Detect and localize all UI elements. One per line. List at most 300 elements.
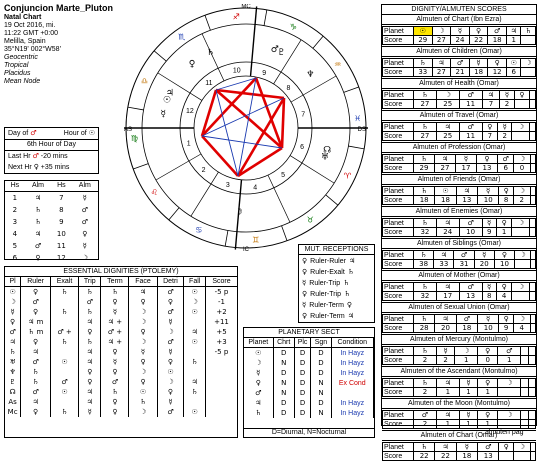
zodiac-divider xyxy=(205,15,210,30)
almuten-block-title: Almuten of Sexual Union (Omar) xyxy=(382,302,536,313)
day-hour-box xyxy=(4,127,99,174)
almuten-planet: ♃ xyxy=(436,123,459,132)
almuten-block-title: Almuten of Children (Omar) xyxy=(382,46,536,57)
dignity-cell: ♀ xyxy=(101,397,129,407)
dignity-cell: ♀ xyxy=(101,367,129,377)
chart-option: Geocentric xyxy=(4,54,38,61)
almuten-block-title: Almuten of Chart (Omar) xyxy=(382,430,536,441)
dignity-cell: ♀ xyxy=(157,357,184,367)
almuten-block-title: Almuten of Enemies (Omar) xyxy=(382,206,536,217)
almuten-score: 20 xyxy=(435,324,456,333)
almuten-block-table xyxy=(382,442,536,461)
dignity-planet: ☉ xyxy=(9,288,16,296)
almuten-planet: ♄ xyxy=(414,91,437,100)
house-number: 3 xyxy=(12,218,18,226)
almuten-row-label: Score xyxy=(383,356,414,365)
almuten-score xyxy=(521,356,528,365)
almuten-score: 32 xyxy=(414,228,437,237)
almuten-block-table xyxy=(382,186,536,205)
sect-row xyxy=(244,398,374,408)
almuten-planet: ♀ xyxy=(478,411,498,420)
almuten-planet: ☉ xyxy=(414,27,433,36)
hour-of-day: 6th Hour of Day xyxy=(5,140,98,151)
almuten-score: 1 xyxy=(436,420,459,429)
almuten-planet: ☽ xyxy=(512,123,530,132)
sect-row xyxy=(244,388,374,398)
house-col-header: Hs xyxy=(5,181,25,192)
almuten-score: 10 xyxy=(459,228,482,237)
almuten-planet: ☽ xyxy=(498,411,521,420)
almuten-score: 7 xyxy=(482,132,498,141)
sect-planet: ♀ xyxy=(244,378,273,388)
almuten-planet xyxy=(530,187,535,196)
almuten-score: 18 xyxy=(488,36,507,45)
almuten-planet-row xyxy=(383,347,536,356)
house-number: 6 xyxy=(12,254,18,262)
zodiac-sign-glyph: ♌ xyxy=(150,188,158,198)
reception-row xyxy=(302,300,371,311)
house-row xyxy=(5,192,98,205)
dignity-cell: ♃ + xyxy=(101,337,129,347)
almuten-score: 2 xyxy=(414,388,437,397)
house-almuten: ♃ xyxy=(34,230,42,238)
dignity-cell: ♂ xyxy=(157,287,184,298)
zodiac-sign-glyph: ♈ xyxy=(343,171,352,181)
chart-coords: 35°N19' 002°W58' xyxy=(4,46,61,53)
house-almuten: ♂ xyxy=(81,206,88,214)
almuten-planet: ♃ xyxy=(436,411,459,420)
reception-planet-a: ♀ xyxy=(302,268,308,276)
reception-type: Ruler-Trip xyxy=(309,280,341,287)
almuten-score: 25 xyxy=(436,132,459,141)
zodiac-divider xyxy=(154,51,166,61)
almuten-planet-row xyxy=(383,123,536,132)
sect-col-header: Planet xyxy=(244,338,273,348)
almuten-block-table xyxy=(382,218,536,237)
almuten-planet: ♃ xyxy=(435,443,456,452)
dignity-cell: ♄ xyxy=(184,357,206,367)
dignity-planet: ♇ xyxy=(9,378,16,386)
almuten-planet: ♀ xyxy=(499,315,514,324)
aspect-line-hard xyxy=(216,90,284,98)
sect-cell: N xyxy=(273,358,294,368)
almuten-block-table xyxy=(382,346,536,365)
dignity-cell: ♃ xyxy=(184,377,206,387)
almuten-score xyxy=(521,36,536,45)
wheel-house-ring xyxy=(180,59,315,194)
almuten-score xyxy=(528,420,535,429)
almuten-planet: ☿ xyxy=(482,219,496,228)
chart-option: Mean Node xyxy=(4,78,41,85)
almuten-planet: ☽ xyxy=(512,283,530,292)
zodiac-divider xyxy=(133,164,148,169)
dignity-cell: ☉ xyxy=(129,387,157,397)
almuten-score: 0 xyxy=(478,356,498,365)
dignity-cell: ♀ xyxy=(101,297,129,307)
zodiac-sign-glyph: ♑ xyxy=(289,22,297,32)
dignity-row xyxy=(5,307,237,317)
almuten-planet: ♀ xyxy=(499,443,514,452)
almuten-score: 22 xyxy=(469,36,488,45)
house-number-label: 1 xyxy=(186,140,191,148)
sect-col-header: Chrt xyxy=(273,338,294,348)
almuten-block-table xyxy=(382,314,536,333)
almuten-score: 18 xyxy=(456,452,477,461)
dignity-cell: ♀ xyxy=(129,297,157,307)
almuten-score: 32 xyxy=(414,292,437,301)
sect-cell: N xyxy=(273,388,294,398)
dignity-score: -1 xyxy=(205,297,237,307)
almuten-score-row xyxy=(383,260,536,269)
dignity-cell: ♄ xyxy=(51,407,79,417)
house-almuten: ☿ xyxy=(82,194,87,202)
almuten-score-row xyxy=(383,100,536,109)
planet-glyph: ♀ xyxy=(188,59,196,70)
almuten-planet: ☽ xyxy=(515,251,531,260)
planet-glyph: ♂ xyxy=(270,45,279,56)
chart-option: Placidus xyxy=(4,70,31,77)
almuten-row-label: Score xyxy=(383,388,414,397)
almuten-block-title: Almuten of Travel (Omar) xyxy=(382,110,536,121)
almuten-score: 12 xyxy=(488,68,507,77)
almuten-score xyxy=(530,292,536,301)
house-number-label: 12 xyxy=(185,107,194,115)
planetary-sect-title: PLANETARY SECT xyxy=(244,328,374,338)
almuten-row-label: Score xyxy=(383,196,414,205)
almuten-planet: ☿ xyxy=(500,91,514,100)
dignity-cell: ♀ xyxy=(129,327,157,337)
almuten-planet: ♄ xyxy=(414,251,434,260)
dignity-score: +3 xyxy=(205,337,237,347)
almuten-planet-row xyxy=(383,443,536,452)
almuten-planet: ♄ xyxy=(414,123,437,132)
almuten-row-label: Planet xyxy=(383,443,414,452)
almuten-score: 24 xyxy=(436,228,459,237)
dignity-cell: ♀ xyxy=(101,407,129,417)
sect-cell: D xyxy=(294,348,311,359)
dignity-planet: ♄ xyxy=(9,348,16,356)
reception-type: Ruler-Term xyxy=(309,302,344,309)
almuten-planet: ♂ xyxy=(456,315,477,324)
reception-planet-a: ☿ xyxy=(302,279,307,287)
dignity-row xyxy=(5,347,237,357)
almuten-block-title: Almuten of Health (Omar) xyxy=(382,78,536,89)
house-almuten: ♄ xyxy=(34,218,42,226)
almuten-planet-row xyxy=(383,251,536,260)
dignity-score: +2 xyxy=(205,307,237,317)
dignity-score: +11 xyxy=(205,317,237,327)
sect-planet: ♄ xyxy=(244,408,273,418)
almuten-score-row xyxy=(383,420,536,429)
reception-planet-a: ♀ xyxy=(302,290,308,298)
house-number-label: 5 xyxy=(281,171,286,179)
planet-glyph: ☊ xyxy=(323,145,332,156)
chart-header xyxy=(4,3,134,86)
almuten-planet: ♂ xyxy=(478,443,499,452)
planetary-sect-table xyxy=(244,338,374,418)
almuten-block-table xyxy=(382,378,536,397)
dignity-cell: ♃ + xyxy=(101,317,129,327)
dignity-cell: ♀ xyxy=(79,377,101,387)
dignity-cell: ☉ xyxy=(184,337,206,347)
almuten-row-label: Planet xyxy=(383,251,414,260)
essential-dignities-title: ESSENTIAL DIGNITIES (PTOLEMY) xyxy=(5,267,237,277)
almuten-score-row xyxy=(383,292,536,301)
almuten-planet: ♀ xyxy=(496,219,512,228)
house-number: 12 xyxy=(56,254,66,262)
almuten-planet: ♀ xyxy=(499,187,514,196)
reception-row xyxy=(302,311,371,322)
sect-condition xyxy=(331,388,373,398)
almuten-planet-row xyxy=(383,187,536,196)
dignity-cell: ♃ xyxy=(184,327,206,337)
dignity-col-header: Detri xyxy=(157,277,184,287)
dignity-cell: ♃ xyxy=(79,347,101,357)
house-row xyxy=(5,204,98,216)
dignity-cell: ♄ xyxy=(101,287,129,298)
sect-row xyxy=(244,408,374,418)
dignity-cell: ♂ + xyxy=(101,327,129,337)
dignity-row xyxy=(5,367,237,377)
sect-row xyxy=(244,368,374,378)
dignity-cell xyxy=(51,347,79,357)
dignity-score xyxy=(205,357,237,367)
dignity-row xyxy=(5,377,237,387)
almuten-score: 21 xyxy=(451,68,470,77)
house-almuten-box xyxy=(4,180,99,260)
chart-type: Natal Chart xyxy=(4,14,42,21)
dignity-cell: ♂ xyxy=(157,337,184,347)
dignity-cell: ♃ xyxy=(79,397,101,407)
almuten-score: 27 xyxy=(432,68,451,77)
house-cusp-line xyxy=(251,6,257,76)
almuten-planet: ♄ xyxy=(414,443,435,452)
almuten-score xyxy=(521,388,528,397)
almuten-planet: ♄ xyxy=(414,379,437,388)
almuten-score: 2 xyxy=(498,132,512,141)
dignity-planet: ☊ xyxy=(9,388,16,396)
reception-planet-b: ♃ xyxy=(347,312,355,320)
reception-row xyxy=(302,256,371,267)
dignity-row xyxy=(5,397,237,407)
dignity-row xyxy=(5,317,237,327)
almuten-score-row xyxy=(383,388,536,397)
house-number: 7 xyxy=(59,194,64,202)
almuten-planet: ♃ xyxy=(432,59,451,68)
dignity-cell: ♀ xyxy=(157,297,184,307)
almuten-score: 27 xyxy=(435,164,456,173)
reception-row xyxy=(302,278,371,289)
almuten-score: 22 xyxy=(414,452,435,461)
house-number: 11 xyxy=(56,242,66,250)
dignity-col-header: Term xyxy=(101,277,129,287)
almuten-planet: ♀ xyxy=(469,27,488,36)
dignity-cell: ♀ xyxy=(129,377,157,387)
dignity-cell: ☽ xyxy=(129,337,157,347)
zodiac-sign-glyph: ♓ xyxy=(353,114,362,124)
dignity-cell: ♃ xyxy=(79,317,101,327)
almuten-score: 6 xyxy=(498,164,514,173)
almuten-score: 10 xyxy=(478,196,499,205)
dignity-cell: ♂ xyxy=(21,387,51,397)
zodiac-sign-glyph: ♏ xyxy=(178,32,186,42)
dignity-cell: ☉ xyxy=(51,357,79,367)
sect-col-header: Plc xyxy=(294,338,311,348)
almuten-score xyxy=(515,260,531,269)
sect-condition: In Hayz xyxy=(331,398,373,408)
almuten-row-label: Planet xyxy=(383,379,414,388)
dignity-cell: ☿ xyxy=(129,347,157,357)
dignity-cell: ☽ xyxy=(129,317,157,327)
dignity-col-header: Fall xyxy=(184,277,206,287)
almuten-score: 1 xyxy=(455,356,478,365)
reception-planet-a: ♀ xyxy=(302,312,308,320)
almuten-score: 2 xyxy=(414,356,437,365)
aspect-line-hard xyxy=(238,148,282,176)
sect-cell: N xyxy=(273,378,294,388)
dignity-cell: ♄ m xyxy=(21,327,51,337)
almuten-block-title: Almuten of Friends (Omar) xyxy=(382,174,536,185)
almuten-planet xyxy=(530,219,536,228)
next-hour-row: Next Hr ♀ +35 mins xyxy=(8,163,70,171)
zodiac-sign-glyph: ♐ xyxy=(232,12,240,22)
planet-glyph: ☿ xyxy=(160,109,167,120)
zodiac-sign-glyph: ♍ xyxy=(130,133,139,143)
almuten-planet xyxy=(528,379,535,388)
planet-glyph: ☽ xyxy=(234,207,243,218)
almuten-planet: ♃ xyxy=(436,379,459,388)
almuten-planet: ♀ xyxy=(477,155,498,164)
almuten-row-label: Planet xyxy=(383,59,414,68)
almuten-planet-row xyxy=(383,219,536,228)
house-almuten-table xyxy=(5,181,98,264)
almuten-planet xyxy=(521,411,528,420)
almuten-row-label: Planet xyxy=(383,347,414,356)
almuten-planet xyxy=(530,283,536,292)
almuten-planet-row xyxy=(383,379,536,388)
almuten-score: 31 xyxy=(454,260,474,269)
dignity-cell: ♀ xyxy=(79,367,101,377)
dignity-cell: ♄ xyxy=(79,287,101,298)
almuten-planet: ♀ xyxy=(494,251,514,260)
house-cusp-line xyxy=(156,154,201,180)
house-col-header: Alm xyxy=(72,181,98,192)
dignity-cell xyxy=(51,397,79,407)
almuten-block-table xyxy=(382,250,536,269)
almuten-score xyxy=(528,388,535,397)
sect-cell: D xyxy=(273,398,294,408)
sect-cell: D xyxy=(294,368,311,378)
reception-planet-b: ♀ xyxy=(346,301,353,309)
almuten-planet: ☿ xyxy=(474,251,494,260)
house-number: 8 xyxy=(59,206,64,214)
almuten-row-label: Planet xyxy=(383,315,414,324)
almuten-score xyxy=(528,356,535,365)
zodiac-sign-glyph: ♒ xyxy=(334,59,342,69)
dignity-cell: ♀ xyxy=(21,287,51,298)
sect-cell: D xyxy=(294,408,311,418)
almuten-score: 18 xyxy=(435,196,456,205)
almuten-block-title: Almuten of Chart (Ibn Ezra) xyxy=(382,15,536,25)
almuten-planet: ☉ xyxy=(435,187,456,196)
almuten-planet xyxy=(530,443,535,452)
almuten-row-label: Planet xyxy=(383,155,414,164)
dignity-cell: ♃ m xyxy=(21,317,51,327)
wheel-angle-label: MC xyxy=(241,4,251,10)
chart-wheel-svg xyxy=(122,4,370,252)
reception-type: Ruler-Term xyxy=(310,313,345,320)
almuten-planet: ♀ xyxy=(514,91,530,100)
dignity-cell: ♀ xyxy=(129,357,157,367)
house-almuten: ♃ xyxy=(34,194,42,202)
almuten-score: 20 xyxy=(474,260,494,269)
almuten-planet: ♄ xyxy=(414,59,433,68)
sect-planet: ☿ xyxy=(244,368,273,378)
almuten-planet-row xyxy=(383,411,536,420)
dignity-row xyxy=(5,297,237,307)
almuten-score xyxy=(521,68,536,77)
house-number-label: 7 xyxy=(301,111,306,119)
dignity-cell: ☿ xyxy=(157,347,184,357)
almuten-score: 22 xyxy=(435,452,456,461)
reception-planet-b: ♄ xyxy=(343,279,350,287)
almuten-score: 29 xyxy=(414,36,433,45)
almuten-score xyxy=(530,100,536,109)
almuten-planet: ☿ xyxy=(478,315,499,324)
almuten-planet: ☿ xyxy=(478,187,499,196)
essential-dignities-table xyxy=(5,277,237,417)
house-almuten: ♂ xyxy=(34,242,42,250)
almuten-block-title: Almuten of Profession (Omar) xyxy=(382,142,536,153)
almuten-planet: ☽ xyxy=(498,379,521,388)
almuten-score-row xyxy=(383,36,536,45)
almuten-planet: ☽ xyxy=(513,187,530,196)
dignity-cell: ♄ xyxy=(101,387,129,397)
dignity-score xyxy=(205,407,237,417)
almuten-score: 2 xyxy=(513,196,530,205)
almuten-score: 9 xyxy=(482,228,496,237)
zodiac-divider xyxy=(169,208,179,220)
house-number-label: 4 xyxy=(253,184,258,192)
almuten-planet xyxy=(521,347,528,356)
almuten-score: 27 xyxy=(414,132,437,141)
sect-cell: D xyxy=(294,358,311,368)
almuten-planet: ♃ xyxy=(456,187,477,196)
mutual-receptions-box xyxy=(298,244,375,323)
dignity-cell: ☽ xyxy=(184,297,206,307)
dignity-row xyxy=(5,387,237,397)
dignity-cell: ♄ xyxy=(184,387,206,397)
almuten-row-label: Score xyxy=(383,132,414,141)
dignity-row xyxy=(5,357,237,367)
dignity-cell: ☉ xyxy=(51,387,79,397)
almuten-row-label: Score xyxy=(383,324,414,333)
sect-cell: D xyxy=(311,398,331,408)
sect-cell: N xyxy=(311,378,331,388)
almuten-planet: ♂ xyxy=(459,91,482,100)
almuten-score xyxy=(530,260,535,269)
dignity-planet: ☽ xyxy=(9,298,16,306)
dignity-cell: ☉ xyxy=(184,287,206,298)
almuten-score: 38 xyxy=(414,260,434,269)
almuten-planet: ♄ xyxy=(414,219,437,228)
dignity-planet: ♃ xyxy=(9,338,16,346)
dignity-score: +5 xyxy=(205,327,237,337)
dignity-cell: ♃ xyxy=(129,287,157,298)
dignity-score xyxy=(205,377,237,387)
almuten-score: 1 xyxy=(459,420,477,429)
sect-condition: In Hayz xyxy=(331,358,373,368)
